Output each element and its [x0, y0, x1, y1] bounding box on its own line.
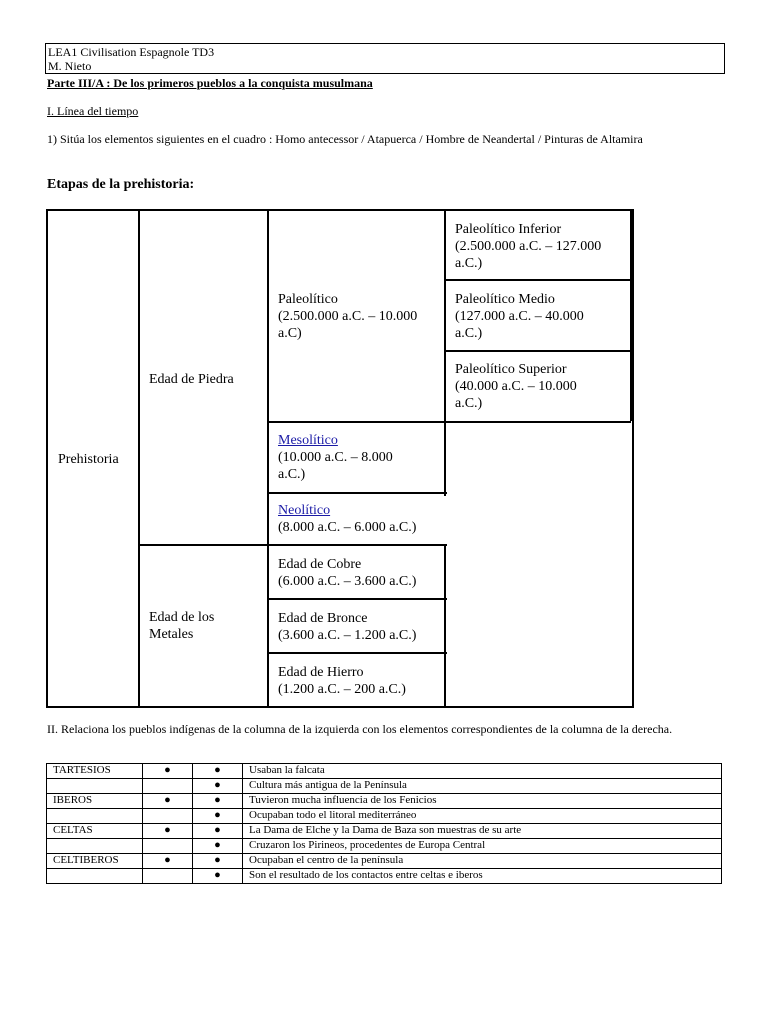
item-bullet: ● [193, 794, 243, 809]
people-name: TARTESIOS [47, 764, 143, 779]
course-title: LEA1 Civilisation Espagnole TD3 [48, 45, 215, 59]
section-1-instruction: 1) Sitúa los elementos siguientes en el cuadro : Homo antecessor / Atapuerca / Hombre de Neandertal / Pinturas de Altamira [47, 132, 643, 146]
people-bullet: ● [143, 764, 193, 779]
cell-edad-cobre: Edad de Cobre (6.000 a.C. – 3.600 a.C.) [278, 557, 417, 589]
people-bullet [143, 779, 193, 794]
table-heading: Etapas de la prehistoria: [47, 177, 195, 192]
item-bullet: ● [193, 854, 243, 869]
people-bullet [143, 809, 193, 824]
table-row [47, 824, 722, 839]
item-text: Ocupaban el centro de la península [243, 854, 722, 869]
item-bullet: ● [193, 809, 243, 824]
mesolitico-link[interactable]: Mesolítico [278, 433, 338, 448]
item-text: Cruzaron los Pirineos, procedentes de Europa Central [243, 839, 722, 854]
people-bullet: ● [143, 824, 193, 839]
cell-edad-bronce: Edad de Bronce (3.600 a.C. – 1.200 a.C.) [278, 611, 417, 643]
table-row [47, 809, 722, 824]
cell-mesolitico: Mesolítico (10.000 a.C. – 8.000 a.C.) [278, 433, 393, 482]
item-text: Son el resultado de los contactos entre celtas e iberos [243, 869, 722, 884]
document-header [45, 43, 725, 74]
item-text: La Dama de Elche y la Dama de Baza son muestras de su arte [243, 824, 722, 839]
people-bullet: ● [143, 854, 193, 869]
table-row [47, 764, 722, 779]
item-bullet: ● [193, 764, 243, 779]
cell-edad-metales: Edad de los Metales [149, 610, 215, 642]
cell-paleolitico-superior: Paleolítico Superior (40.000 a.C. – 10.000 a.C.) [455, 362, 577, 411]
item-bullet: ● [193, 869, 243, 884]
item-text: Ocupaban todo el litoral mediterráneo [243, 809, 722, 824]
people-name: CELTAS [47, 824, 143, 839]
people-bullet: ● [143, 794, 193, 809]
item-bullet: ● [193, 824, 243, 839]
table-row [47, 779, 722, 794]
section-2-instruction: II. Relaciona los pueblos indígenas de la columna de la izquierda con los elementos correspondientes de la columna de la derecha. [47, 722, 673, 736]
item-text: Tuvieron mucha influencia de los Fenicios [243, 794, 722, 809]
people-name [47, 809, 143, 824]
peoples-table [46, 763, 722, 884]
people-bullet [143, 869, 193, 884]
table-row [47, 854, 722, 869]
people-bullet [143, 839, 193, 854]
people-name [47, 869, 143, 884]
people-name: CELTIBEROS [47, 854, 143, 869]
part-title: Parte III/A : De los primeros pueblos a la conquista musulmana [47, 76, 373, 90]
people-name [47, 839, 143, 854]
people-name: IBEROS [47, 794, 143, 809]
cell-paleolitico-medio: Paleolítico Medio (127.000 a.C. – 40.000 a.C.) [455, 292, 584, 341]
cell-edad-piedra: Edad de Piedra [149, 372, 234, 387]
people-name [47, 779, 143, 794]
item-bullet: ● [193, 779, 243, 794]
cell-edad-hierro: Edad de Hierro (1.200 a.C. – 200 a.C.) [278, 665, 406, 697]
prehistory-table [46, 209, 634, 708]
item-text: Usaban la falcata [243, 764, 722, 779]
table-row [47, 839, 722, 854]
section-1-title: I. Línea del tiempo [47, 104, 139, 118]
item-text: Cultura más antigua de la Península [243, 779, 722, 794]
item-bullet: ● [193, 839, 243, 854]
table-row [47, 869, 722, 884]
cell-paleolitico: Paleolítico (2.500.000 a.C. – 10.000 a.C) [278, 292, 418, 341]
neolitico-link[interactable]: Neolítico [278, 503, 331, 518]
cell-paleolitico-inferior: Paleolítico Inferior (2.500.000 a.C. – 127.000 a.C.) [455, 222, 602, 271]
teacher-name: M. Nieto [48, 59, 92, 73]
cell-prehistoria: Prehistoria [58, 452, 119, 467]
table-row [47, 794, 722, 809]
cell-neolitico: Neolítico (8.000 a.C. – 6.000 a.C.) [278, 503, 417, 535]
